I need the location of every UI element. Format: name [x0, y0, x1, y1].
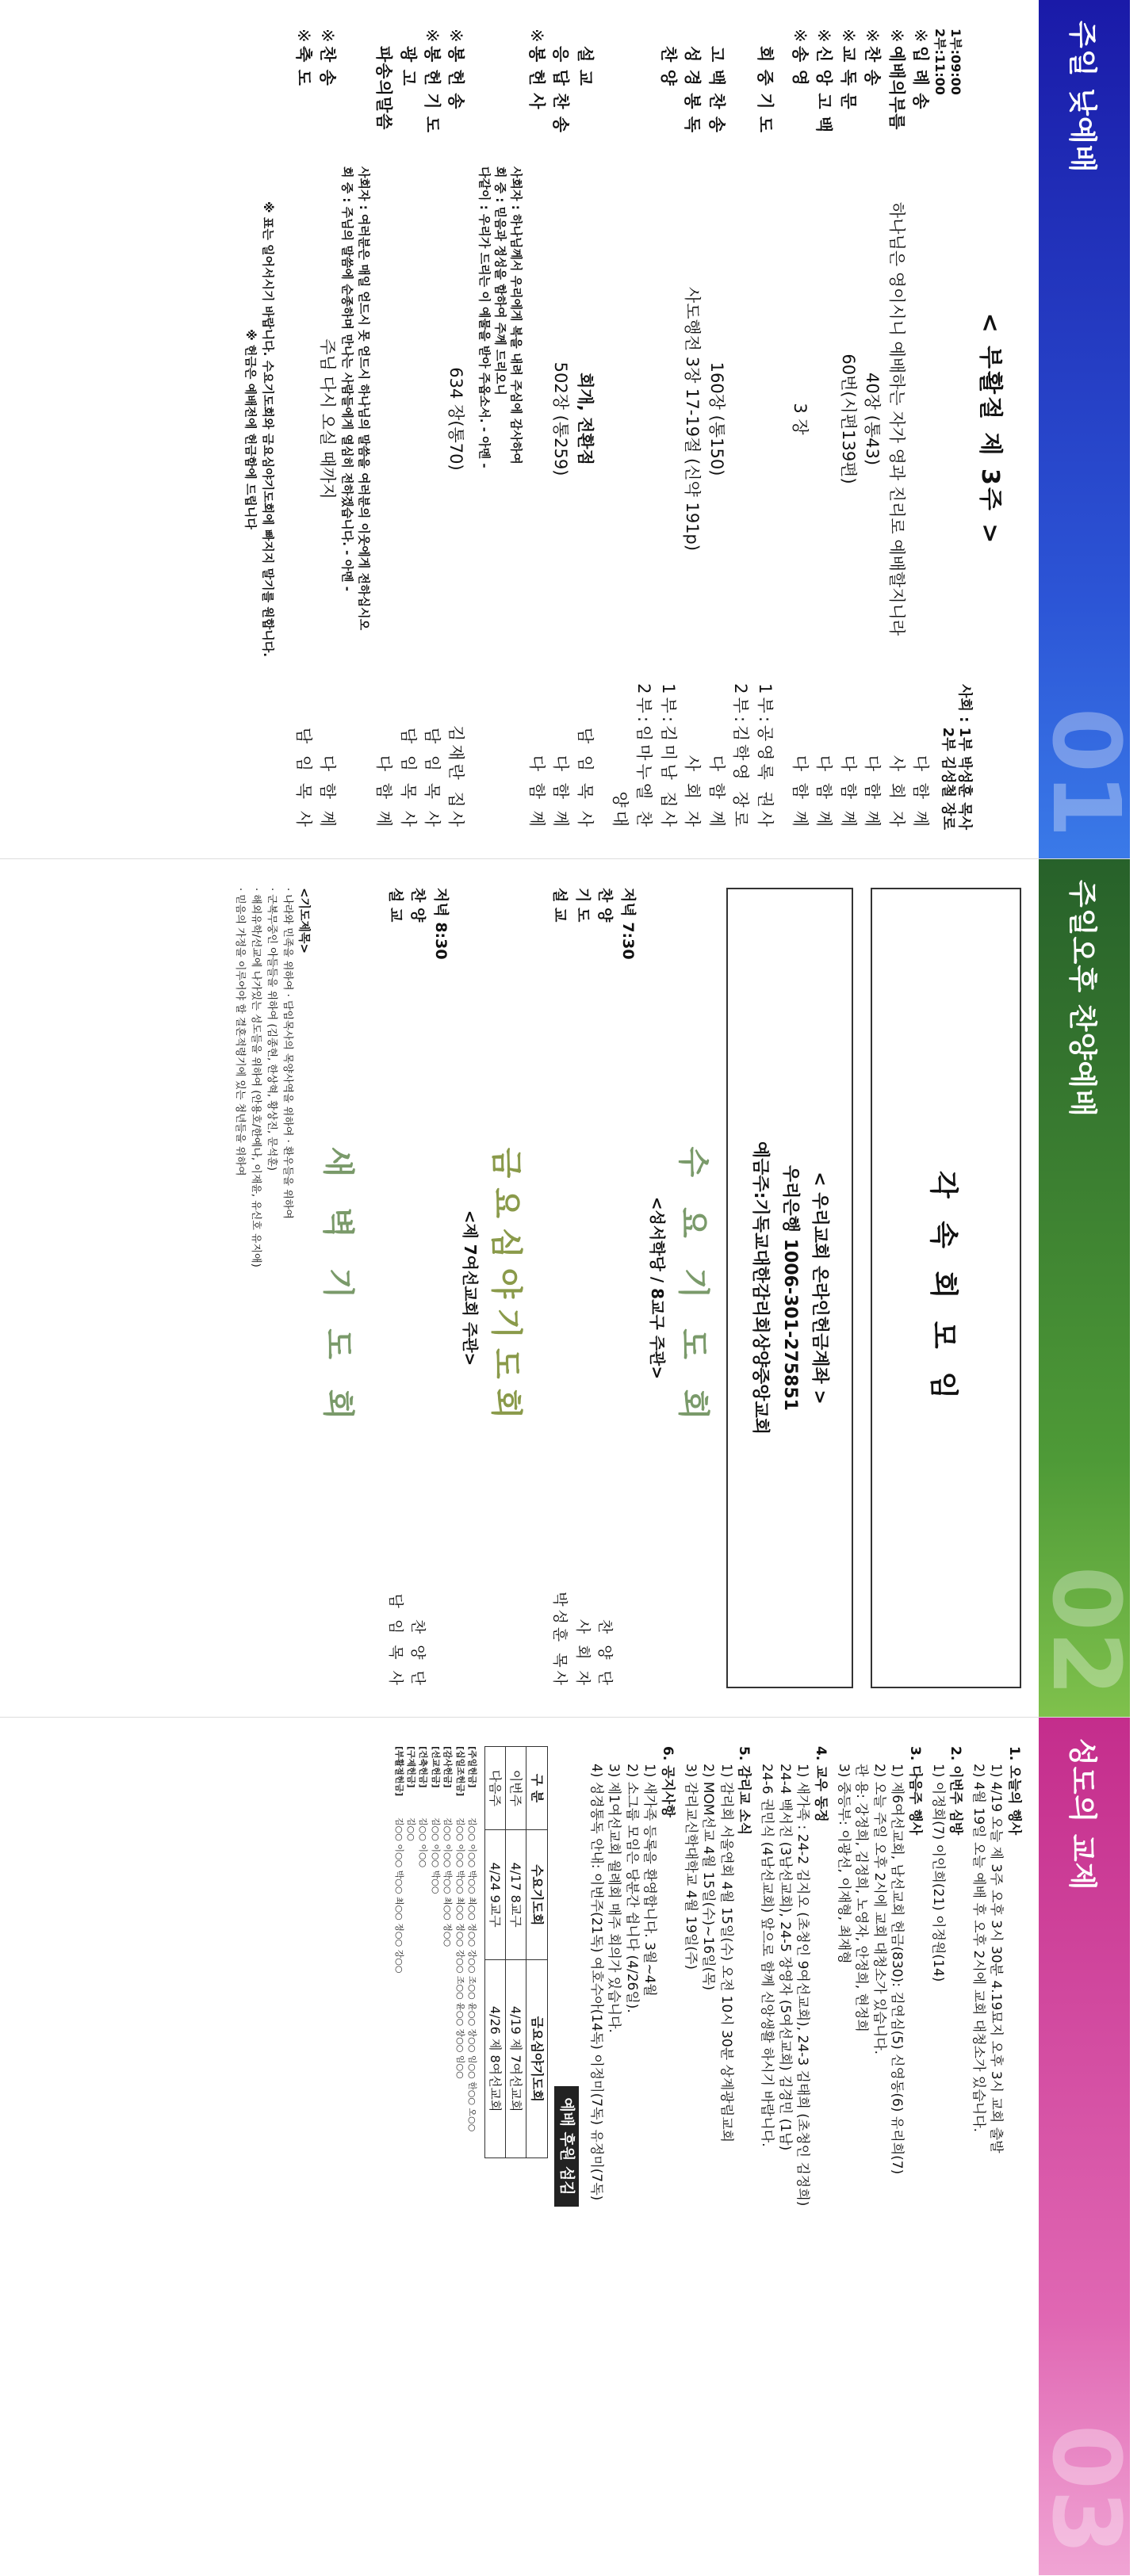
wednesday-prayer-title: 수 요 기 도 회: [675, 1146, 711, 1430]
prayer-order-leader: 박성훈 목사: [551, 1592, 569, 1688]
order-leader: 다 함 께: [791, 755, 810, 830]
order-row: [837, 29, 860, 830]
donor-row: [417, 1746, 429, 2547]
announcement-line: 1) 이정회(7) 이인희(21) 이정원(14): [929, 1764, 946, 1982]
prayer-order-label: 찬 양: [409, 888, 427, 923]
table-row: [484, 1747, 505, 2158]
order-leader: 다 함 께: [551, 755, 571, 830]
order-row: [372, 29, 396, 830]
standing-mark: ※: [814, 29, 834, 43]
order-leader: 다 함 께: [706, 755, 726, 830]
band-title: 주일오후 찬양예배: [1066, 880, 1098, 1118]
standing-mark: ※: [318, 29, 338, 43]
order-leader: 김재란 집사: [446, 724, 466, 830]
band-title: 주일 낮예배: [1066, 21, 1098, 174]
order-detail: 634 장(통70): [446, 367, 466, 471]
order-detail: 하나님은 영이시니 예배하는 자가 영과 진리로 예배할지니라: [886, 201, 906, 636]
order-row: [788, 29, 812, 830]
table-cell: 이번주: [506, 1747, 526, 1830]
standing-mark: ※: [911, 29, 931, 43]
order-list: [524, 29, 932, 830]
announcement-line: 1) 4/19 오늘 제 3주 오후 3시 30분 4.19묘지 오후 3시 교회 출발: [988, 1764, 1005, 2154]
friday-prayer-title: 금요심야기도회: [488, 1147, 524, 1429]
order-row: [860, 29, 884, 830]
prayer-order-row: [430, 859, 453, 1717]
header-band-sunday: [1032, 0, 1141, 858]
order-leader: 다 함 께: [318, 755, 338, 830]
announcement-item: [587, 1746, 676, 2547]
panel-sunday-worship: [0, 0, 1141, 858]
order-leader: 다 함 께: [863, 755, 883, 830]
standing-mark: ※: [863, 29, 883, 43]
announcement-line: 2) 소그룹 모임은 당분간 쉽니다 (4/26일).: [623, 1764, 640, 2013]
note-line: 사회자 : 여러분은 매일 얻드시 못 얻드시 하나님의 말씀을 여러분의 이웃에게 전하십시오: [356, 166, 371, 631]
announcement-line: 3) 감리교신학대학교 4월 19일(주): [682, 1764, 699, 1970]
announcement-item: [969, 1746, 1023, 2547]
announcement-line: 2) 오늘 주일 오후 2시에 교회 대청소가 있습니다.: [871, 1764, 887, 2055]
prayer-topic: · 군복무중인 아들들을 위하여 (김종현, 한상혁, 황상진, 문석훈): [266, 888, 278, 1171]
order-leader: 담 임 목 사: [293, 727, 313, 830]
order-label: 찬 송: [863, 46, 883, 86]
prayer-order-leader: 찬 양 단: [409, 1619, 427, 1688]
order-detail: 3 장: [791, 403, 810, 435]
donor-row: [454, 1746, 465, 2547]
prayer-order-row: [594, 859, 617, 1717]
standing-mark: ※: [838, 29, 858, 43]
order-leader: 사 회 자: [683, 755, 703, 830]
service-time: 2부:11:00: [932, 29, 948, 95]
prayer-topic: · 믿음의 가정을 이루어야 할 결혼적령기에 있는 청년들을 위하여: [233, 888, 246, 1176]
order-list: [372, 29, 469, 830]
order-leader: 1부:공영록 권사: [755, 683, 775, 830]
order-leader: 다 함 께: [526, 755, 546, 830]
prayer-topics: [232, 859, 319, 1717]
panel-afternoon-worship: [0, 858, 1141, 1717]
account-info: [745, 1141, 834, 1435]
order-label: 광 고: [398, 46, 418, 86]
order-row: [752, 29, 776, 830]
prayer-order-leader: 찬 양 단: [596, 1619, 615, 1688]
announcement-line: 2) MOM선교 4월 15일(수)~16일(목): [700, 1764, 717, 1991]
prayer-order-row: [549, 859, 572, 1717]
standing-mark: ※: [446, 29, 466, 43]
band-title: 성도의 교제: [1066, 1738, 1098, 1891]
announcement-item: [834, 1746, 924, 2547]
announcement-line: 1) 감리회 서울연회 4월 15일(수) 오전 10시 30분 상계광림교회: [718, 1764, 734, 2143]
week-subtitle: < 부활절 제 3주 >: [976, 312, 1004, 546]
account-line: 우리은행 1006-301-275851: [779, 1165, 800, 1411]
announcement-line: 1) 제6여선교회, 남선교회 헌금(830): 김연심(5) 신영동(6) 유리희(7): [889, 1764, 906, 2175]
announcement-item: [757, 1746, 829, 2547]
announcement-line: 24-6 권민식 (4남선교회) 앞으로 함께 신앙생활 하시기 바랍니다.: [759, 1764, 775, 2147]
announcement-line: 1) 새가족 : 24-2 김지오 (초청인 9여선교회), 24-3 김태희 (초청인 김정희): [794, 1764, 811, 2207]
order-label: 봉 헌 사: [526, 46, 546, 110]
note-line: 사회자 : 하나님께서 우리에게 복을 내려 주심에 감사하여: [509, 166, 524, 464]
prayer-order-leader: 사 회 자: [574, 1619, 592, 1688]
order-leader: 사 회 자: [886, 755, 906, 830]
announcement-heading: 3. 다음주 행사: [906, 1746, 923, 1836]
order-detail: 502장 (통259): [551, 361, 571, 476]
officiant-line: 2부 김성철 장로: [940, 727, 957, 830]
prayer-order-row: [407, 859, 430, 1717]
order-leader: 2부:임마누엘 찬양대: [611, 683, 654, 830]
officiant-line: 사회 : 1부 박성훈 목사: [956, 684, 973, 830]
prayer-order-label: 기 도: [574, 888, 592, 923]
prayer-order-leader: 담 임 목 사: [387, 1593, 404, 1688]
prayer-topic: · 나라와 민족을 위하여 · 담임목사의 목양사역을 위하여 · 환우들을 위하여: [281, 888, 294, 1219]
order-row: [884, 29, 908, 830]
order-label: 봉 헌 기 도: [423, 46, 442, 134]
prayer-order-row: [617, 859, 640, 1717]
announcement-list: [587, 1746, 1023, 2547]
table-header: 금요심야기도회: [526, 1960, 547, 2158]
order-label: 예배의부름: [886, 46, 906, 131]
order-label: 입 례 송: [911, 46, 931, 110]
order-detail: 회개, 전환점: [575, 373, 595, 465]
account-line: < 우리교회 온라인헌금계좌 >: [810, 1171, 830, 1405]
donor-names: 김○○: [405, 1817, 416, 1841]
donor-category: [주일헌금]: [466, 1746, 477, 1788]
order-label: 응 답 찬 송: [551, 46, 571, 134]
order-row: [656, 29, 680, 830]
order-leader: 다 함 께: [814, 755, 834, 830]
order-detail: 40장 (통43): [863, 372, 883, 466]
order-label: 설 교: [575, 46, 595, 86]
prayer-order-label: 찬 양: [596, 888, 615, 923]
offering-donor-list: [392, 1746, 478, 2547]
table-cell: 다음주: [484, 1747, 505, 1830]
order-label: 찬 양: [658, 46, 678, 86]
order-row: [524, 29, 548, 830]
donor-category: [부활절헌금]: [393, 1746, 404, 1797]
announcement-line: 3) 중등부: 이광선, 이재형, 최재형: [835, 1764, 852, 1964]
announcement-line: 1) 새가족 등록을 환영합니다. 3월~4월: [641, 1764, 658, 1997]
announcement-line: 3) 제1여선교회 월례회 매주 회의가 있습니다.: [606, 1764, 622, 2033]
standing-mark: ※: [423, 29, 442, 43]
order-label: 고 백 찬 송: [706, 46, 726, 134]
order-leader: 다 함 께: [838, 755, 858, 830]
prayer-order-row: [572, 859, 595, 1717]
prayer-order-label: 저녁 7:30: [619, 888, 637, 960]
standing-mark: ※: [526, 29, 546, 43]
order-row: [729, 29, 752, 830]
order-label: 신 앙 고 백: [814, 46, 834, 134]
order-label: 축 도: [293, 46, 313, 86]
table-cell: 4/17 8교구: [506, 1830, 526, 1960]
note-line: 회 중 : 믿음과 정성을 함하여 주께 드리오니: [493, 166, 507, 396]
order-detail: 60번(시편139편): [838, 354, 858, 484]
standing-mark: ※: [886, 29, 906, 43]
table-cell: 4/26 제 8여선교회: [484, 1960, 505, 2158]
order-label: 찬 송: [318, 46, 338, 86]
donor-row: [466, 1746, 478, 2547]
table-cell: 4/24 9교구: [484, 1830, 505, 1960]
online-offering-box: [726, 888, 853, 1688]
order-leader: 1부:김미남 집사: [658, 683, 678, 830]
order-row: [549, 29, 572, 830]
order-row: [680, 29, 704, 830]
dawn-prayer-title: 새 벽 기 도 회: [320, 1146, 357, 1430]
order-row: [444, 29, 468, 830]
order-row: [420, 29, 444, 830]
announcements: [392, 1718, 1039, 2575]
prayer-topics-title: <기도제목>: [297, 888, 312, 954]
announcement-line: 관 용: 강정희, 김정희, 노영자, 안정희, 현정희: [853, 1764, 870, 2032]
order-row: [572, 29, 596, 830]
donor-row: [405, 1746, 417, 2547]
announcement-item: [681, 1746, 752, 2547]
donor-category: [구제헌금]: [405, 1746, 416, 1788]
footnote: [241, 29, 277, 830]
donor-names: 김○○ 이○○ 박○○: [430, 1817, 441, 1894]
order-detail: 사도행전 3장 17-19절 (신약 191p): [683, 286, 703, 552]
order-leader: 2부:김학영 장로: [731, 683, 751, 830]
announcement-line: 24-4 백서진 (3남선교회), 24-5 장영자 (5여선교회) 김경민 (1남): [776, 1764, 793, 2151]
offering-note: [477, 29, 525, 830]
order-leader: 다 함 께: [374, 755, 394, 830]
standing-mark: ※: [293, 29, 313, 43]
order-label: 송 영: [791, 46, 810, 86]
order-row: [812, 29, 836, 830]
schedule-table: [484, 1746, 548, 2158]
announcement-heading: 1. 오늘의 행사: [1006, 1746, 1022, 1836]
friday-prayer-sub: <제 7여선교회 주관>: [461, 1210, 480, 1366]
order-detail: 160장 (통150): [706, 361, 726, 476]
donor-row: [429, 1746, 441, 2547]
friday-order: [385, 859, 453, 1717]
prayer-order-label: 설 교: [551, 888, 569, 923]
prayer-order-label: 설 교: [387, 888, 404, 923]
donor-names: 김○○ 이○○: [418, 1817, 429, 1868]
announcement-item: [928, 1746, 964, 2547]
announcement-heading: 4. 교우 동정: [812, 1746, 829, 1822]
announcement-line: 4) 성경통독 안내: 이번주(21독) 여호수아(14독) 이정미(7독) 유정미(7독): [588, 1764, 604, 2201]
header-band-afternoon: [1032, 859, 1141, 1717]
donor-row: [392, 1746, 404, 2547]
standing-mark: ※: [791, 29, 810, 43]
note-line: 다같이 : 우리가 드리는 이 예물을 받아 주옵소서. - 아멘 -: [477, 166, 492, 468]
account-line: 예금주:기독교대한감리회상양중앙교회: [750, 1141, 771, 1435]
note-line: 회 중 : 주님의 말씀에 순종하며 만나는 사람들에게 열심히 전하겠습니다. - 아멘 -: [340, 166, 355, 592]
wednesday-order: [549, 859, 639, 1717]
announcement-heading: 2. 이번주 심방: [948, 1746, 964, 1836]
order-row: [316, 29, 339, 830]
order-label: 성 경 봉 독: [683, 46, 703, 134]
order-row: [608, 29, 657, 830]
order-row: [396, 29, 419, 830]
order-row: [291, 29, 315, 830]
donor-names: 김○○ 이○○ 박○○ 최○○ 정○○ 강○○ 조○○ 윤○○ 장○○ 임○○: [454, 1817, 465, 2079]
order-leader: 다 함 께: [911, 755, 931, 830]
order-label: 봉 헌 송: [446, 46, 466, 110]
announcement-heading: 6. 공지사항: [660, 1746, 676, 1817]
order-label: 교 독 문: [838, 46, 858, 110]
schedule-table-title: 예배 후원 섬김: [554, 2086, 579, 2206]
order-list: [291, 29, 339, 830]
table-header: 구 분: [526, 1747, 547, 1830]
header-band-fellowship: [1032, 1718, 1141, 2575]
donor-category: [건축헌금]: [418, 1746, 429, 1788]
order-leader: 담 임 목 사: [575, 727, 595, 830]
order-detail: 주님 다시 오실 때까지: [318, 338, 338, 499]
donor-names: 김○○ 이○○ 박○○ 최○○ 정○○: [442, 1817, 454, 1947]
cell-group-title: 각 속 회 모 임: [927, 1170, 960, 1405]
band-number: 03: [1032, 2424, 1141, 2555]
donor-category: [십일조헌금]: [454, 1746, 465, 1797]
table-row: [506, 1747, 526, 2158]
donor-category: [선교헌금]: [430, 1746, 441, 1788]
sending-note: [339, 29, 372, 830]
table-header: 수요기도회: [526, 1830, 547, 1960]
order-label: 회 중 기 도: [755, 46, 775, 134]
panel-fellowship: [0, 1717, 1141, 2575]
service-time: 1부:09:00: [948, 29, 963, 95]
prayer-order-label: 저녁 8:30: [432, 888, 450, 960]
wednesday-prayer-sub: <성서학당 / 8교구 주관>: [648, 1196, 667, 1380]
footnote-line: ※ 헌금은 예배전에 헌금함에 드립니다: [243, 329, 258, 529]
prayer-order-row: [385, 859, 408, 1717]
donor-names: 김○○ 이○○ 박○○ 최○○ 정○○ 강○○ 조○○ 윤○○ 장○○ 임○○ 한○○ 오○○: [466, 1817, 477, 2132]
announcement-line: 2) 4월 19일 오늘 예배 후 오후 2시에 교회 대청소가 있습니다.: [970, 1764, 986, 2133]
footnote-line: ※ 표는 일어서시기 바랍니다. 수요기도회와 금요심야기도회에 빠지지 말기를 원합니다.: [261, 201, 276, 657]
table-cell: 4/19 제 7여선교회: [506, 1960, 526, 2158]
donor-row: [442, 1746, 454, 2547]
band-number: 01: [1032, 707, 1141, 838]
order-of-worship: [241, 0, 1039, 858]
order-row: [704, 29, 728, 830]
prayer-topic: · 해외유학/선교에 나가있는 성도들을 위하여 (안용호/한예나, 이재윤, 유신호 유지애): [249, 888, 262, 1267]
order-leader: 담 임 목 사: [398, 727, 418, 830]
order-row: [909, 29, 932, 830]
band-number: 02: [1032, 1565, 1141, 1696]
table-header-row: [526, 1747, 547, 2158]
order-leader: 담 임 목 사: [423, 727, 442, 830]
donor-names: 김○○ 이○○ 박○○ 최○○ 정○○ 강○○: [393, 1817, 404, 1974]
cell-group-box: [871, 888, 1021, 1688]
donor-category: [감사헌금]: [442, 1746, 454, 1788]
order-label: 파송의말씀: [374, 46, 394, 131]
announcement-heading: 5. 감리교 소식: [736, 1746, 752, 1836]
